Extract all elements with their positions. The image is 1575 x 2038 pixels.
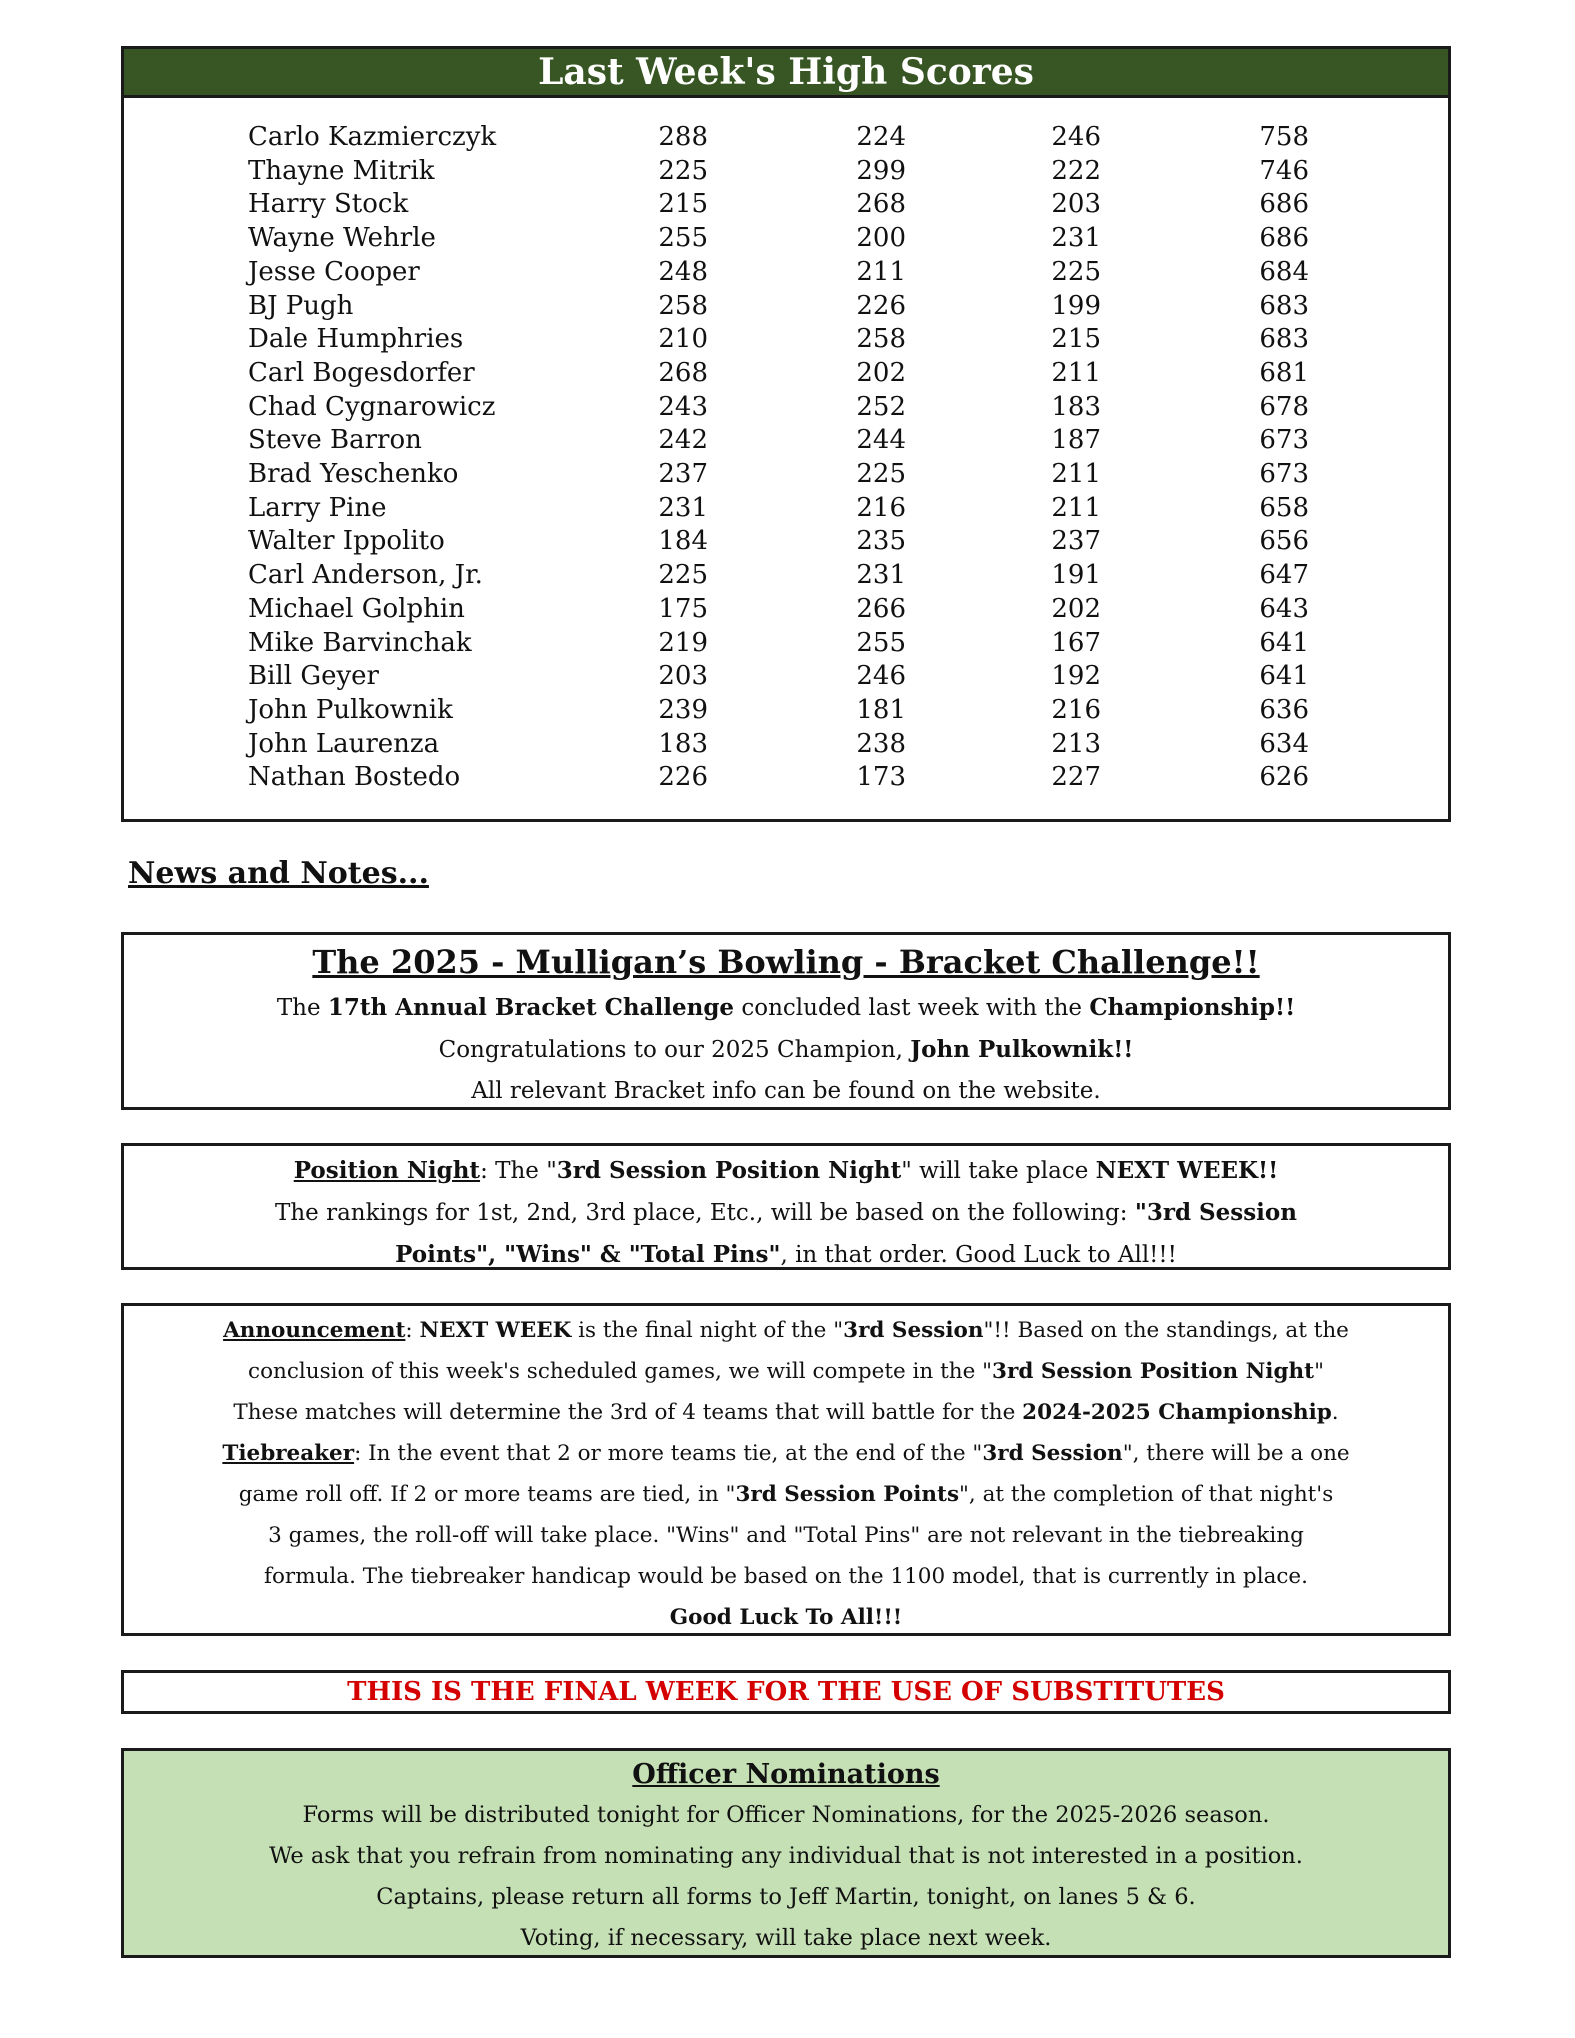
score-row: [124, 357, 1448, 391]
row-spacer: [1309, 256, 1448, 290]
score-row: [124, 694, 1448, 728]
announcement-line-1: Announcement: NEXT WEEK is the final night of the "3rd Session"!! Based on the standings, at the: [223, 1318, 1349, 1343]
bowler-name: John Laurenza: [248, 728, 440, 759]
bowler-name: Chad Cygnarowicz: [248, 391, 496, 422]
row-spacer: [1309, 559, 1448, 593]
game-1-score: 248: [658, 256, 708, 287]
row-spacer: [1309, 660, 1448, 694]
game-1-score: 268: [658, 357, 708, 388]
series-total: 643: [1259, 593, 1309, 624]
row-spacer: [1309, 121, 1448, 155]
series-total: 641: [1259, 661, 1309, 692]
bracket-line-3: All relevant Bracket info can be found on the website.: [471, 1078, 1101, 1104]
bowler-name: BJ Pugh: [248, 290, 354, 321]
officer-line-2: We ask that you refrain from nominating any individual that is not interested in a position.: [269, 1843, 1303, 1869]
series-total: 641: [1259, 627, 1309, 658]
row-spacer: [1309, 222, 1448, 256]
game-2-score: 255: [856, 627, 906, 658]
bowler-name: Carl Bogesdorfer: [248, 357, 475, 388]
row-spacer: [1309, 525, 1448, 559]
score-row: [124, 222, 1448, 256]
game-2-score: 181: [856, 694, 906, 725]
score-row: [124, 155, 1448, 189]
game-1-score: 203: [658, 661, 708, 692]
series-total: 673: [1259, 459, 1309, 490]
series-total: 746: [1259, 155, 1309, 186]
bowler-name: Wayne Wehrle: [248, 223, 436, 254]
game-2-score: 268: [856, 189, 906, 220]
score-row: [124, 458, 1448, 492]
score-row: [124, 660, 1448, 694]
bowler-name: Mike Barvinchak: [248, 627, 472, 658]
announcement-line-3: These matches will determine the 3rd of 4 teams that will battle for the 2024-2025 Championship.: [233, 1400, 1339, 1425]
game-1-score: 255: [658, 223, 708, 254]
row-spacer: [1309, 424, 1448, 458]
row-spacer: [1309, 761, 1448, 795]
row-spacer: [1309, 694, 1448, 728]
game-2-score: 299: [856, 155, 906, 186]
game-3-score: 211: [1051, 492, 1101, 523]
bracket-line-1: The 17th Annual Bracket Challenge concluded last week with the Championship!!: [276, 994, 1296, 1021]
announcement-panel: [121, 1303, 1451, 1636]
bowler-name: Brad Yeschenko: [248, 459, 459, 490]
game-2-score: 235: [856, 526, 906, 557]
bowler-name: Michael Golphin: [248, 593, 465, 624]
game-3-score: 187: [1051, 425, 1101, 456]
game-3-score: 246: [1051, 122, 1101, 152]
game-3-score: 216: [1051, 694, 1101, 725]
series-total: 681: [1259, 357, 1309, 388]
series-total: 683: [1259, 324, 1309, 355]
game-3-score: 211: [1051, 459, 1101, 490]
score-row: [124, 559, 1448, 593]
series-total: 636: [1259, 694, 1309, 725]
bowler-name: Carl Anderson, Jr.: [248, 560, 483, 591]
game-1-score: 237: [658, 459, 708, 490]
series-total: 634: [1259, 728, 1309, 759]
bracket-title: The 2025 - Mulligan’s Bowling - Bracket Challenge!!: [312, 943, 1260, 981]
position-night-label: Position Night: [293, 1157, 481, 1184]
game-1-score: 184: [658, 526, 708, 557]
game-2-score: 202: [856, 357, 906, 388]
game-2-score: 252: [856, 391, 906, 422]
announcement-line-2: conclusion of this week's scheduled games, we will compete in the "3rd Session Position Night": [248, 1359, 1324, 1384]
announcement-line-8: Good Luck To All!!!: [669, 1605, 903, 1630]
score-row: [124, 492, 1448, 526]
game-2-score: 231: [856, 560, 906, 591]
announcement-line-4: Tiebreaker: In the event that 2 or more teams tie, at the end of the "3rd Session", there will be a one: [222, 1441, 1350, 1466]
announcement-line-5: game roll off. If 2 or more teams are tied, in "3rd Session Points", at the completion of that night's: [238, 1482, 1334, 1507]
row-spacer: [1309, 323, 1448, 357]
game-1-score: 215: [658, 189, 708, 220]
substitutes-notice: THIS IS THE FINAL WEEK FOR THE USE OF SUBSTITUTES: [347, 1677, 1225, 1707]
row-spacer: [1309, 188, 1448, 222]
game-3-score: 183: [1051, 391, 1101, 422]
game-2-score: 225: [856, 459, 906, 490]
score-row: [124, 728, 1448, 762]
bowler-name: Walter Ippolito: [248, 526, 445, 557]
game-1-score: 225: [658, 560, 708, 591]
tiebreaker-label: Tiebreaker: [222, 1441, 355, 1466]
row-spacer: [1309, 290, 1448, 324]
series-total: 686: [1259, 189, 1309, 220]
series-total: 626: [1259, 762, 1309, 793]
game-3-score: 215: [1051, 324, 1101, 355]
announcement-line-6: 3 games, the roll-off will take place. "Wins" and "Total Pins" are not relevant in the tiebreaking: [268, 1523, 1304, 1548]
game-3-score: 231: [1051, 223, 1101, 254]
game-2-score: 200: [856, 223, 906, 254]
score-row: [124, 391, 1448, 425]
score-row: [124, 525, 1448, 559]
game-3-score: 211: [1051, 357, 1101, 388]
game-2-score: 226: [856, 290, 906, 321]
game-3-score: 225: [1051, 256, 1101, 287]
game-1-score: 183: [658, 728, 708, 759]
score-row: [124, 188, 1448, 222]
officer-line-4: Voting, if necessary, will take place next week.: [520, 1925, 1052, 1951]
bowler-name: Larry Pine: [248, 492, 387, 523]
game-2-score: 211: [856, 256, 906, 287]
series-total: 758: [1259, 122, 1309, 152]
bowler-name: Dale Humphries: [248, 324, 464, 355]
officer-line-3: Captains, please return all forms to Jeff Martin, tonight, on lanes 5 & 6.: [376, 1884, 1196, 1910]
officer-line-1: Forms will be distributed tonight for Officer Nominations, for the 2025-2026 season.: [302, 1802, 1270, 1828]
game-3-score: 203: [1051, 189, 1101, 220]
game-3-score: 213: [1051, 728, 1101, 759]
game-1-score: 288: [658, 122, 708, 152]
series-total: 656: [1259, 526, 1309, 557]
game-1-score: 231: [658, 492, 708, 523]
row-spacer: [1309, 492, 1448, 526]
position-line-1: Position Night: The "3rd Session Position Night" will take place NEXT WEEK!!: [293, 1157, 1279, 1184]
announcement-label: Announcement: [223, 1318, 406, 1343]
game-1-score: 219: [658, 627, 708, 658]
game-2-score: 246: [856, 661, 906, 692]
series-total: 684: [1259, 256, 1309, 287]
row-spacer: [1309, 627, 1448, 661]
announcement-line-7: formula. The tiebreaker handicap would be based on the 1100 model, that is currently in place.: [264, 1564, 1308, 1589]
bracket-challenge-panel: [121, 932, 1451, 1110]
game-1-score: 242: [658, 425, 708, 456]
series-total: 658: [1259, 492, 1309, 523]
row-spacer: [1309, 391, 1448, 425]
bowler-name: Harry Stock: [248, 189, 409, 220]
score-row: [124, 290, 1448, 324]
game-3-score: 237: [1051, 526, 1101, 557]
game-3-score: 202: [1051, 593, 1101, 624]
row-spacer: [1309, 593, 1448, 627]
game-2-score: 238: [856, 728, 906, 759]
game-1-score: 175: [658, 593, 708, 624]
game-2-score: 266: [856, 593, 906, 624]
score-row: [124, 256, 1448, 290]
game-2-score: 224: [856, 122, 906, 152]
bowler-name: John Pulkownik: [248, 694, 453, 725]
position-night-panel: [121, 1143, 1451, 1270]
position-line-2: The rankings for 1st, 2nd, 3rd place, Etc., will be based on the following: "3rd Session: [275, 1199, 1297, 1226]
game-1-score: 239: [658, 694, 708, 725]
game-3-score: 199: [1051, 290, 1101, 321]
officer-nominations-title: Officer Nominations: [632, 1759, 940, 1790]
game-2-score: 216: [856, 492, 906, 523]
game-3-score: 222: [1051, 155, 1101, 186]
game-1-score: 243: [658, 391, 708, 422]
game-1-score: 225: [658, 155, 708, 186]
high-scores-title: Last Week's High Scores: [124, 49, 1448, 98]
score-row: [124, 323, 1448, 357]
series-total: 647: [1259, 560, 1309, 591]
game-1-score: 210: [658, 324, 708, 355]
game-1-score: 258: [658, 290, 708, 321]
score-row: [124, 627, 1448, 661]
bowler-name: Carlo Kazmierczyk: [248, 122, 497, 152]
score-row: [124, 121, 1448, 155]
news-and-notes-heading: News and Notes...: [128, 856, 429, 891]
game-2-score: 244: [856, 425, 906, 456]
score-row: [124, 761, 1448, 795]
row-spacer: [1309, 458, 1448, 492]
game-1-score: 226: [658, 762, 708, 793]
bowler-name: Steve Barron: [248, 425, 422, 456]
row-spacer: [1309, 728, 1448, 762]
bowler-name: Bill Geyer: [248, 661, 379, 692]
substitutes-notice-panel: [121, 1670, 1451, 1714]
game-3-score: 191: [1051, 560, 1101, 591]
game-3-score: 227: [1051, 762, 1101, 793]
position-line-3: Points", "Wins" & "Total Pins", in that order. Good Luck to All!!!: [395, 1241, 1177, 1268]
score-row: [124, 424, 1448, 458]
series-total: 673: [1259, 425, 1309, 456]
row-spacer: [1309, 155, 1448, 189]
series-total: 686: [1259, 223, 1309, 254]
bowler-name: Jesse Cooper: [248, 256, 420, 287]
game-3-score: 167: [1051, 627, 1101, 658]
game-2-score: 258: [856, 324, 906, 355]
game-2-score: 173: [856, 762, 906, 793]
high-scores-panel: [121, 46, 1451, 822]
bowler-name: Thayne Mitrik: [248, 155, 435, 186]
game-3-score: 192: [1051, 661, 1101, 692]
bracket-line-2: Congratulations to our 2025 Champion, John Pulkownik!!: [438, 1036, 1134, 1063]
officer-nominations-panel: [121, 1748, 1451, 1958]
bowler-name: Nathan Bostedo: [248, 762, 461, 793]
series-total: 683: [1259, 290, 1309, 321]
score-row: [124, 593, 1448, 627]
high-scores-table: [124, 121, 1448, 795]
series-total: 678: [1259, 391, 1309, 422]
row-spacer: [1309, 357, 1448, 391]
